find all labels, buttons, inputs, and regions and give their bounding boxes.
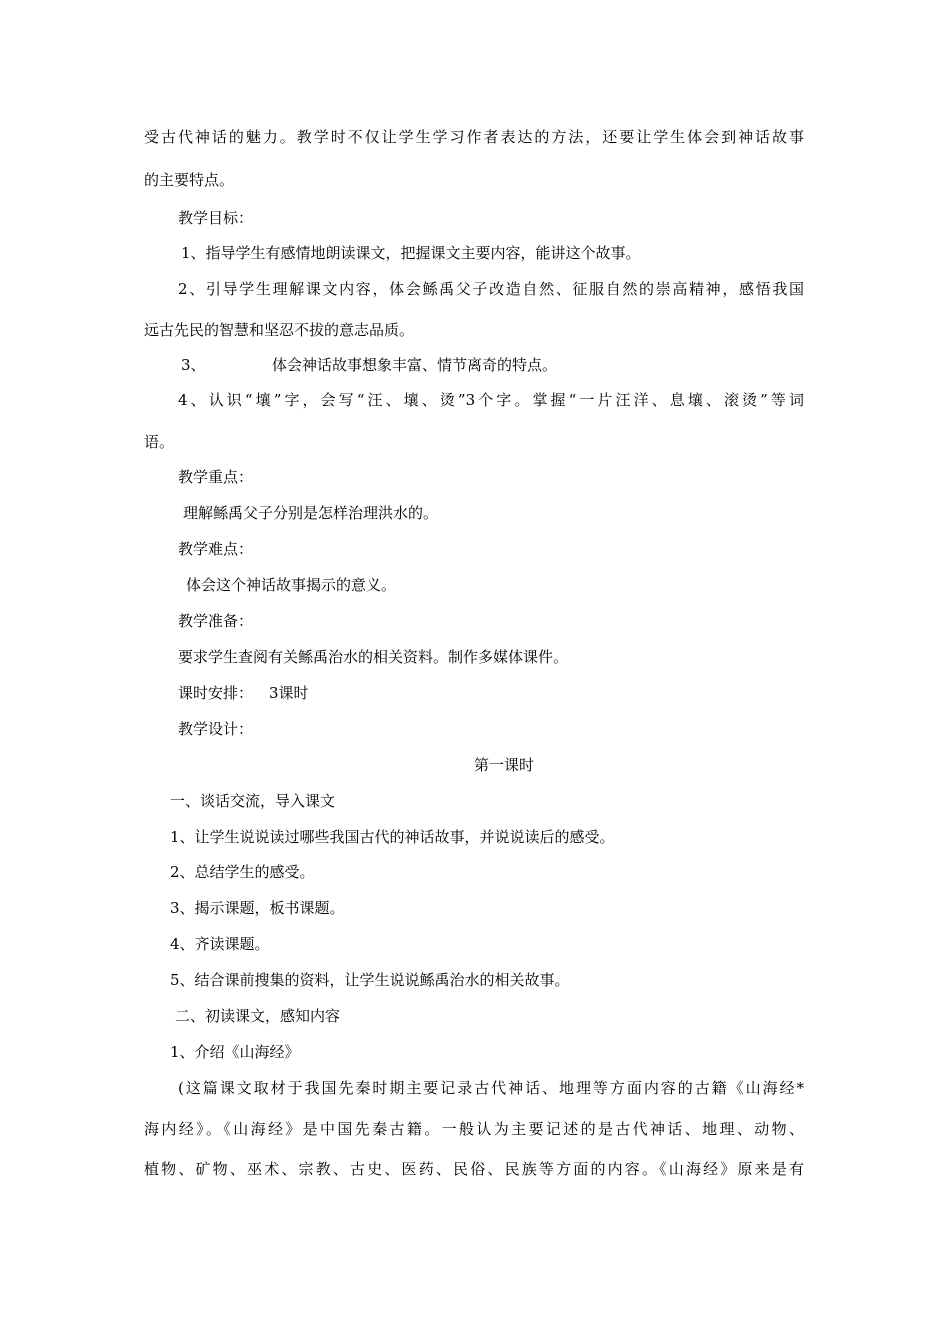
paragraph-line-3: 植物、矿物、巫术、宗教、古史、医药、民俗、民族等方面的内容。《山海经》原来是有 <box>144 1160 804 1178</box>
schedule-label: 课时安排： <box>178 684 254 702</box>
step-1: 1、让学生说说读过哪些我国古代的神话故事，并说说读后的感受。 <box>170 828 615 846</box>
subsection-1: 1、介绍《山海经》 <box>170 1043 300 1061</box>
design-heading: 教学设计： <box>178 720 254 738</box>
lesson-title: 第一课时 <box>473 756 534 774</box>
intro-line-1: 受古代神话的魅力。教学时不仅让学生学习作者表达的方法，还要让学生体会到神话故事 <box>144 128 804 146</box>
intro-line-2: 的主要特点。 <box>144 171 235 189</box>
key-points-heading: 教学重点： <box>178 468 254 486</box>
preparation-text: 要求学生查阅有关鲧禹治水的相关资料。制作多媒体课件。 <box>178 648 569 666</box>
schedule-value: 3课时 <box>269 684 309 702</box>
goal-1: 1、指导学生有感情地朗读课文，把握课文主要内容，能讲这个故事。 <box>181 244 641 262</box>
goal-4-line-2: 语。 <box>144 433 175 451</box>
paragraph-line-2: 海内经》。《山海经》是中国先秦古籍。一般认为主要记述的是古代神话、地理、动物、 <box>144 1120 804 1138</box>
difficult-points-text: 体会这个神话故事揭示的意义。 <box>186 576 397 594</box>
goals-heading: 教学目标： <box>178 209 254 227</box>
step-4: 4、齐读课题。 <box>170 935 270 953</box>
goal-4-line-1: 4、认识“壤”字，会写“汪、壤、烫”3个字。掌握“一片汪洋、息壤、滚烫”等词 <box>178 391 804 409</box>
section-1-title: 一、谈话交流，导入课文 <box>170 792 336 810</box>
goal-2-line-1: 2、引导学生理解课文内容，体会鲧禹父子改造自然、征服自然的崇高精神，感悟我国 <box>178 280 804 298</box>
step-5: 5、结合课前搜集的资料，让学生说说鲧禹治水的相关故事。 <box>170 971 570 989</box>
step-3: 3、揭示课题，板书课题。 <box>170 899 345 917</box>
goal-3-text: 体会神话故事想象丰富、情节离奇的特点。 <box>272 356 558 374</box>
paragraph-line-1: (这篇课文取材于我国先秦时期主要记录古代神话、地理等方面内容的古籍《山海经* <box>178 1079 804 1097</box>
section-2-title: 二、初读课文，感知内容 <box>175 1007 341 1025</box>
step-2: 2、总结学生的感受。 <box>170 863 315 881</box>
difficult-points-heading: 教学难点： <box>178 540 254 558</box>
preparation-heading: 教学准备： <box>178 612 254 630</box>
goal-2-line-2: 远古先民的智慧和坚忍不拔的意志品质。 <box>144 321 415 339</box>
goal-3-number: 3、 <box>181 356 206 374</box>
key-points-text: 理解鲧禹父子分别是怎样治理洪水的。 <box>183 504 439 522</box>
